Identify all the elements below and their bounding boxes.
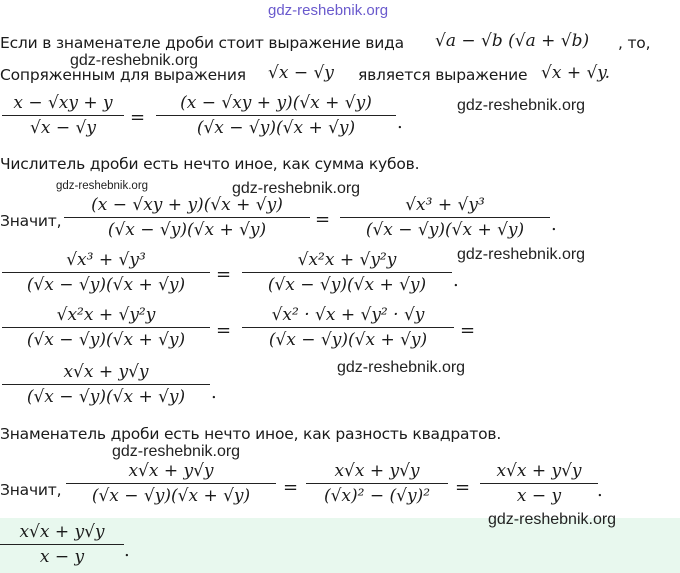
- math-line-2-b: √x + √y.: [541, 63, 611, 83]
- fraction-bar: [2, 384, 210, 385]
- fraction-3-result: [242, 250, 452, 295]
- fraction-2-denominator: (√x − √y)(√x + √y): [107, 220, 267, 241]
- equals-sign: =: [283, 477, 299, 498]
- fraction-bar: [242, 327, 454, 328]
- fraction-bar: [64, 217, 310, 218]
- watermark: gdz-reshebnik.org: [70, 52, 199, 69]
- text-line-2-mid: является выражение: [358, 66, 528, 84]
- watermark: gdz-reshebnik.org: [112, 443, 241, 460]
- fraction-3: [2, 250, 210, 295]
- text-line-1-end: , то,: [618, 34, 651, 52]
- fraction-bar: [156, 115, 396, 116]
- watermark: gdz-reshebnik.org: [457, 97, 586, 114]
- fraction-1-result-numerator: (x − √xy + y)(√x + √y): [180, 93, 372, 113]
- fraction-bar: [2, 272, 210, 273]
- fraction-bar: [2, 327, 210, 328]
- watermark: gdz-reshebnik.org: [457, 246, 586, 263]
- watermark-top: gdz-reshebnik.org: [268, 2, 389, 19]
- math-line-1: √a − √b (√a + √b): [435, 31, 590, 51]
- equals-sign: =: [130, 107, 146, 128]
- fraction-bar: [66, 483, 276, 484]
- fraction-1-numerator: x − √xy + y: [13, 93, 113, 113]
- fraction-5: [2, 362, 210, 407]
- fraction-5-denominator: (√x − √y)(√x + √y): [26, 387, 186, 408]
- fraction-1-result: [156, 93, 396, 138]
- text-znachit-2: Значит,: [0, 481, 62, 499]
- fraction-4-denominator: (√x − √y)(√x + √y): [26, 330, 186, 351]
- text-sum-of-cubes: Числитель дроби есть нечто иное, как сумма кубов.: [0, 155, 420, 173]
- period: .: [211, 382, 217, 403]
- period: .: [124, 540, 130, 561]
- watermark: gdz-reshebnik.org: [337, 359, 466, 376]
- fraction-6: [66, 461, 276, 506]
- fraction-2-numerator: (x − √xy + y)(√x + √y): [91, 195, 283, 215]
- fraction-3-result-numerator: √x²x + √y²y: [297, 250, 397, 270]
- fraction-1-result-denominator: (√x − √y)(√x + √y): [196, 118, 356, 139]
- fraction-6c: [480, 461, 598, 506]
- fraction-4-result: [242, 305, 454, 350]
- fraction-6b: [306, 461, 448, 506]
- watermark-small: gdz-reshebnik.org: [56, 180, 149, 192]
- text-line-1: Если в знаменателе дроби стоит выражение вида: [0, 34, 404, 52]
- fraction-3-denominator: (√x − √y)(√x + √y): [26, 275, 186, 296]
- text-znachit-1: Значит,: [0, 212, 62, 230]
- fraction-bar: [0, 544, 124, 545]
- equals-sign: =: [455, 477, 471, 498]
- fraction-4-result-numerator: √x² · √x + √y² · √y: [271, 305, 425, 325]
- fraction-bar: [306, 483, 448, 484]
- fraction-1: [2, 93, 124, 138]
- math-line-2-a: √x − √y: [268, 63, 334, 83]
- fraction-4-result-denominator: (√x − √y)(√x + √y): [268, 330, 428, 351]
- fraction-6-numerator: x√x + y√y: [128, 461, 214, 481]
- text-difference-of-squares: Знаменатель дроби есть нечто иное, как разность квадратов.: [0, 425, 502, 443]
- fraction-2-result-numerator: √x³ + √y³: [405, 195, 485, 215]
- fraction-bar: [340, 217, 550, 218]
- watermark: gdz-reshebnik.org: [488, 511, 617, 528]
- fraction-6c-denominator: x − y: [516, 486, 562, 507]
- fraction-2-result-denominator: (√x − √y)(√x + √y): [365, 220, 525, 241]
- fraction-6-denominator: (√x − √y)(√x + √y): [91, 486, 251, 507]
- fraction-3-numerator: √x³ + √y³: [66, 250, 146, 270]
- fraction-bar: [242, 272, 452, 273]
- fraction-5-numerator: x√x + y√y: [63, 362, 149, 382]
- period: .: [597, 480, 603, 501]
- answer-fraction: [0, 522, 124, 567]
- answer-numerator: x√x + y√y: [19, 522, 105, 542]
- fraction-6b-numerator: x√x + y√y: [334, 461, 420, 481]
- period: .: [397, 112, 403, 133]
- fraction-3-result-denominator: (√x − √y)(√x + √y): [267, 275, 427, 296]
- fraction-bar: [2, 115, 124, 116]
- period: .: [551, 214, 557, 235]
- equals-sign: =: [216, 264, 232, 285]
- fraction-4-numerator: √x²x + √y²y: [56, 305, 156, 325]
- text-line-2: Сопряженным для выражения: [0, 66, 246, 84]
- fraction-2: [64, 195, 310, 240]
- fraction-1-denominator: √x − √y: [30, 118, 96, 139]
- period: .: [453, 270, 459, 291]
- fraction-2-result: [340, 195, 550, 240]
- fraction-4: [2, 305, 210, 350]
- fraction-6b-denominator: (√x)² − (√y)²: [323, 486, 431, 507]
- equals-sign: =: [315, 209, 331, 230]
- watermark: gdz-reshebnik.org: [232, 180, 361, 197]
- equals-sign: =: [216, 320, 232, 341]
- equals-sign: =: [460, 320, 476, 341]
- fraction-6c-numerator: x√x + y√y: [496, 461, 582, 481]
- fraction-bar: [480, 483, 598, 484]
- answer-denominator: x − y: [39, 547, 85, 568]
